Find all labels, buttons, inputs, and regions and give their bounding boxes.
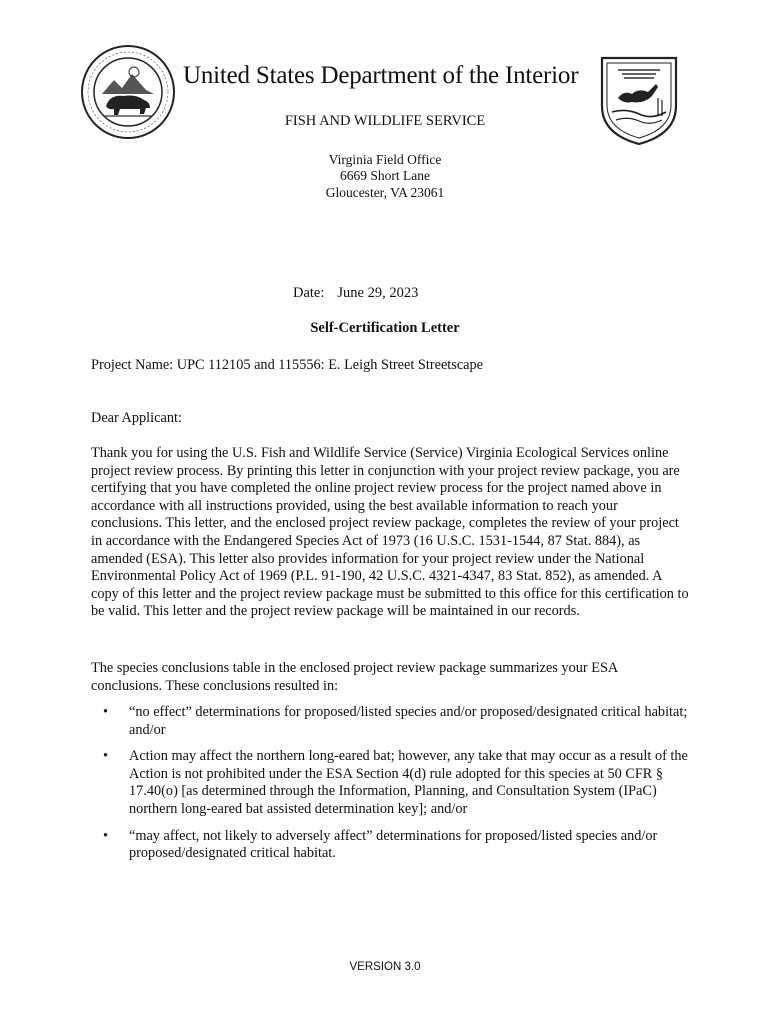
letter-title: Self-Certification Letter bbox=[310, 320, 460, 336]
letter-date bbox=[293, 285, 418, 302]
office-street: 6669 Short Lane bbox=[340, 168, 430, 183]
bullet-icon: • bbox=[103, 827, 109, 844]
greeting: Dear Applicant: bbox=[91, 410, 182, 426]
bullet-icon: • bbox=[103, 748, 109, 765]
office-name: Virginia Field Office bbox=[328, 152, 442, 167]
list-item bbox=[91, 828, 691, 863]
office-city: Gloucester, VA 23061 bbox=[325, 185, 445, 200]
list-item-text: Action may affect the northern long-eared bat; however, any take that may occur as a result of the Action is not prohibited under the ESA Section 4(d) rule adopted for this species at 50 CFR § 17.40(o) [as determined through the Information, Planning, and Consultation System (IPaC) northern long-eared bat assisted determination key]; and/or bbox=[129, 748, 688, 817]
agency-name: FISH AND WILDLIFE SERVICE bbox=[284, 113, 486, 129]
usfws-shield-icon bbox=[598, 54, 680, 146]
project-name: Project Name: UPC 112105 and 115556: E. Leigh Street Streetscape bbox=[91, 357, 484, 373]
body-paragraph-2: The species conclusions table in the enclosed project review package summarizes your ESA conclusions. These conclusions resulted in: bbox=[91, 660, 618, 694]
conclusions-list bbox=[91, 704, 691, 872]
body-paragraph-1: Thank you for using the U.S. Fish and Wildlife Service (Service) Virginia Ecological Services online project review process. By printing this letter in conjunction with your project review package, you are certifying that you have completed the online project review process for the project named above in accordance with all instructions provided, using the best available information to reach your conclusions. This letter, and the enclosed project review package, completes the review of your project in accordance with the Endangered Species Act of 1973 (16 U.S.C. 1531-1544, 87 Stat. 884), as amended (ESA). This letter also provides information for your project review under the National Environmental Policy Act of 1969 (P.L. 91-190, 42 U.S.C. 4321-4347, 83 Stat. 852), as amended. A copy of this letter and the project review package must be submitted to this office for this certification to be valid. This letter and the project review package will be maintained in our records. bbox=[91, 445, 689, 620]
list-item-text: “no effect” determinations for proposed/listed species and/or proposed/designated critical habitat; and/or bbox=[129, 704, 688, 738]
list-item-text: “may affect, not likely to adversely affect” determinations for proposed/listed species and/or proposed/designated critical habitat. bbox=[129, 827, 658, 862]
usfws-logo bbox=[598, 54, 680, 146]
version-footer: VERSION 3.0 bbox=[349, 961, 421, 973]
list-item bbox=[91, 748, 691, 818]
date-label: Date: bbox=[293, 285, 325, 301]
department-title: United States Department of the Interior bbox=[183, 62, 579, 89]
list-item bbox=[91, 704, 691, 739]
date-value: June 29, 2023 bbox=[337, 285, 419, 301]
bullet-icon: • bbox=[103, 704, 109, 720]
